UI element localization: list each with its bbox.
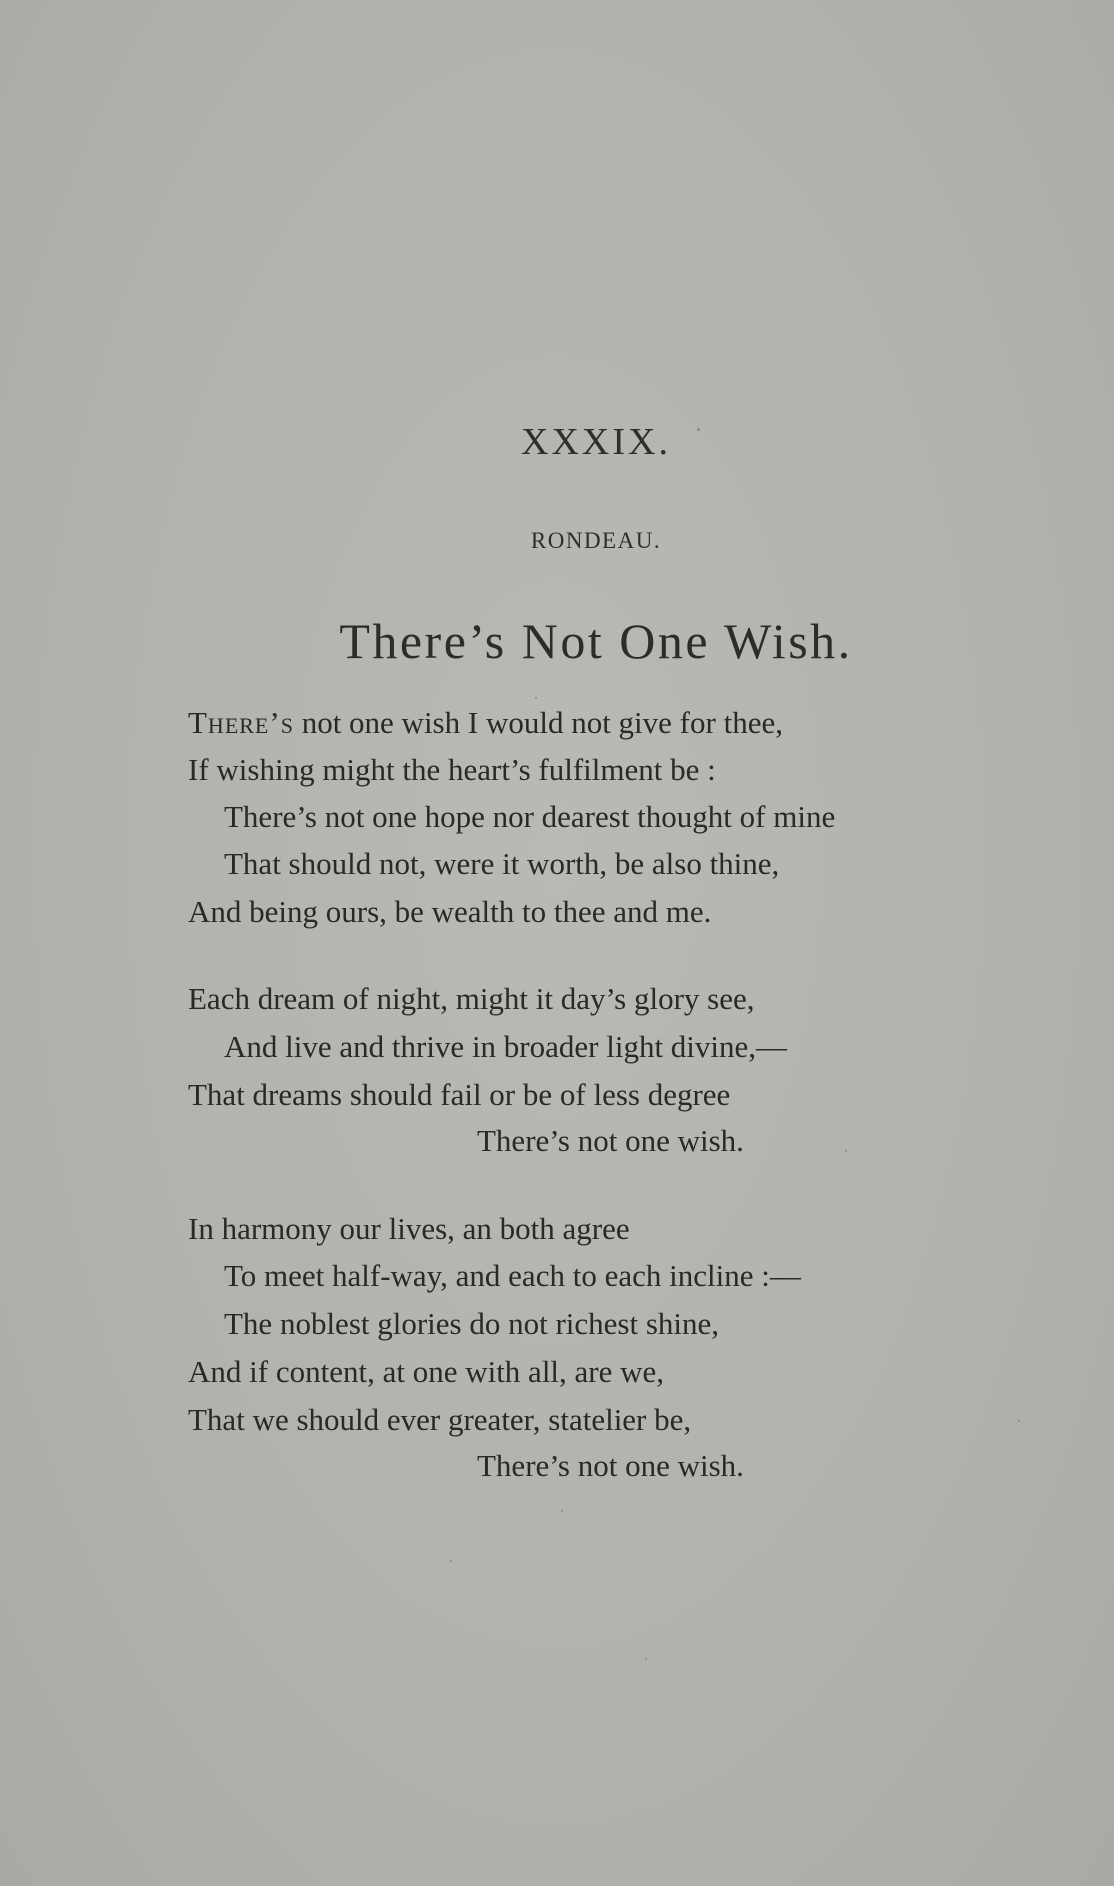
stanza3-refrain: There’s not one wish. xyxy=(477,1448,744,1483)
stanza2-line1: Each dream of night, might it day’s glory see, xyxy=(188,981,755,1016)
paper-speck xyxy=(561,1510,563,1512)
paper-speck xyxy=(845,1150,847,1152)
paper-speck xyxy=(645,1658,647,1660)
stanza3-line2: To meet half-way, and each to each incline :— xyxy=(224,1258,801,1293)
poem-number: XXXIX. xyxy=(521,421,671,463)
stanza1-line3: There’s not one hope nor dearest thought of mine xyxy=(224,799,836,834)
paper-speck xyxy=(1018,1420,1020,1422)
stanza3-line3: The noblest glories do not richest shine, xyxy=(224,1306,720,1341)
stanza1-line1-rest: not one wish I would not give for thee, xyxy=(293,705,783,740)
stanza2-line3: That dreams should fail or be of less degree xyxy=(188,1077,731,1112)
paper-speck xyxy=(535,697,537,699)
poem-form-heading: RONDEAU. xyxy=(530,528,662,553)
paper-speck xyxy=(697,428,700,431)
stanza2-refrain: There’s not one wish. xyxy=(477,1123,744,1158)
stanza1-line5: And being ours, be wealth to thee and me. xyxy=(188,894,712,929)
stanza1-line4: That should not, were it worth, be also thine, xyxy=(224,846,780,881)
paper-speck xyxy=(450,1560,452,1562)
stanza1-line2: If wishing might the heart’s fulfilment be : xyxy=(188,752,716,787)
stanza1-first-word: There’s xyxy=(188,705,294,740)
stanza1-line1 xyxy=(188,703,783,743)
poem-title: There’s Not One Wish. xyxy=(339,613,853,669)
stanza3-line1: In harmony our lives, an both agree xyxy=(188,1211,630,1246)
stanza3-line5: That we should ever greater, statelier be, xyxy=(188,1402,692,1437)
stanza2-line2: And live and thrive in broader light divine,— xyxy=(224,1029,788,1064)
stanza3-line4: And if content, at one with all, are we, xyxy=(188,1354,665,1389)
